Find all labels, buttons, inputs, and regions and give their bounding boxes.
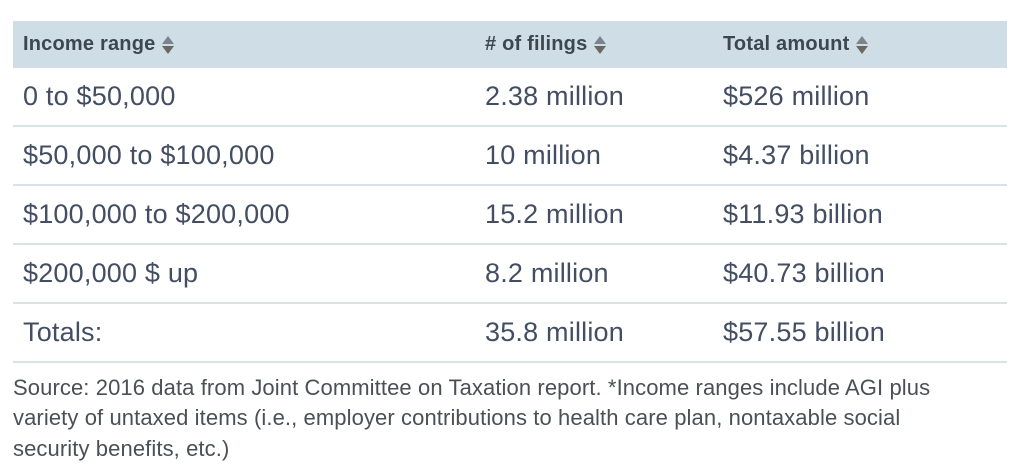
totals-row <box>13 304 1007 363</box>
table-row <box>13 245 1007 304</box>
column-header-income-range[interactable] <box>13 33 475 56</box>
totals-filings-cell: 35.8 million <box>485 317 624 347</box>
column-header-label: # of filings <box>485 33 588 55</box>
income-range-cell: $50,000 to $100,000 <box>23 140 275 170</box>
income-range-cell: $200,000 $ up <box>23 258 199 288</box>
income-filings-table <box>13 21 1007 363</box>
filings-cell: 15.2 million <box>485 199 624 229</box>
income-range-cell: $100,000 to $200,000 <box>23 199 290 229</box>
filings-cell: 8.2 million <box>485 258 609 288</box>
filings-cell: 10 million <box>485 140 602 170</box>
column-header-label: Total amount <box>723 33 850 55</box>
totals-amount-cell: $57.55 billion <box>723 317 885 347</box>
column-header-filings[interactable] <box>475 33 713 56</box>
sort-arrows-icon[interactable] <box>594 36 606 54</box>
column-header-total-amount[interactable] <box>713 33 1007 56</box>
column-header-label: Income range <box>23 33 156 55</box>
sort-arrows-icon[interactable] <box>162 36 174 54</box>
total-amount-cell: $11.93 billion <box>723 199 883 229</box>
total-amount-cell: $40.73 billion <box>723 258 885 288</box>
table-header-row <box>13 21 1007 68</box>
total-amount-cell: $4.37 billion <box>723 140 870 170</box>
filings-cell: 2.38 million <box>485 81 624 111</box>
table-row <box>13 186 1007 245</box>
total-amount-cell: $526 million <box>723 81 870 111</box>
table-row <box>13 68 1007 127</box>
totals-label: Totals: <box>23 317 103 347</box>
sort-arrows-icon[interactable] <box>856 36 868 54</box>
source-note: Source: 2016 data from Joint Committee on Taxation report. *Income ranges include AGI plus variety of untaxed items (i.e., employer contributions to health care plan, nontaxable social security benefits, etc.) <box>13 375 931 461</box>
table-row <box>13 127 1007 186</box>
income-range-cell: 0 to $50,000 <box>23 81 176 111</box>
